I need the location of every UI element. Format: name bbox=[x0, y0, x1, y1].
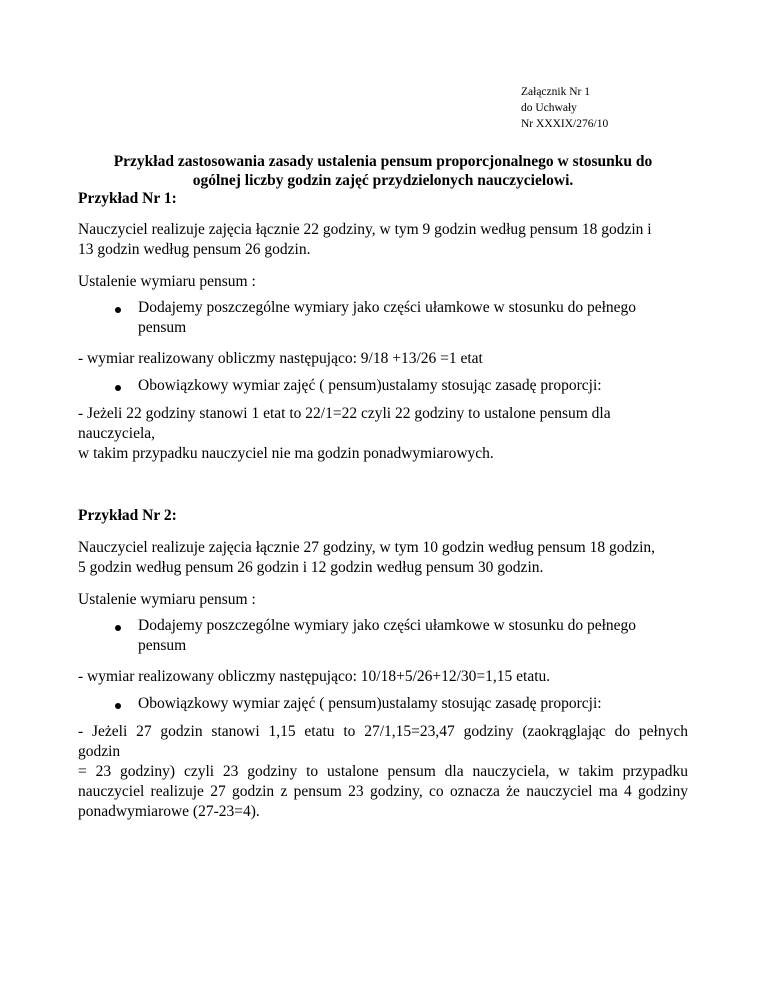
title-line: Przykład zastosowania zasady ustalenia pensum proporcjonalnego w stosunku do bbox=[113, 153, 653, 170]
bullet-line: pensum bbox=[138, 637, 187, 654]
paragraph-line: 5 godzin według pensum 26 godzin i 12 godzin według pensum 30 godzin. bbox=[78, 559, 544, 576]
bullet-icon bbox=[115, 378, 125, 391]
example2-result bbox=[78, 722, 688, 822]
bullet-line: Dodajemy poszczególne wymiary jako części ułamkowe w stosunku do pełnego bbox=[138, 299, 637, 316]
paragraph-line: ponadwymiarowe (27-23=4). bbox=[78, 803, 260, 820]
document-title bbox=[78, 152, 688, 190]
example1-calc: - wymiar realizowany obliczmy następująco: 9/18 +13/26 =1 etat bbox=[78, 350, 483, 367]
attachment-line: do Uchwały bbox=[521, 102, 577, 114]
bullet-icon bbox=[115, 696, 125, 709]
example1-result bbox=[78, 404, 688, 464]
example1-bullet1 bbox=[138, 298, 678, 338]
example2-setup: Ustalenie wymiaru pensum : bbox=[78, 591, 256, 608]
example2-bullet1 bbox=[138, 616, 678, 656]
paragraph-line: godzin bbox=[78, 743, 121, 760]
example2-heading: Przykład Nr 2: bbox=[78, 507, 177, 524]
example1-intro bbox=[78, 220, 688, 260]
bullet-line: pensum bbox=[138, 319, 187, 336]
example2-bullet2: Obowiązkowy wymiar zajęć ( pensum)ustalamy stosując zasadę proporcji: bbox=[138, 695, 602, 712]
bullet-icon bbox=[115, 618, 125, 631]
title-line: ogólnej liczby godzin zajęć przydzielonych nauczycielowi. bbox=[192, 172, 574, 189]
example1-heading: Przykład Nr 1: bbox=[78, 190, 177, 207]
attachment-reference bbox=[521, 84, 608, 132]
attachment-line: Nr XXXIX/276/10 bbox=[521, 118, 609, 130]
paragraph-line: 13 godzin według pensum 26 godzin. bbox=[78, 241, 311, 258]
example2-intro bbox=[78, 538, 688, 578]
paragraph-line: w takim przypadku nauczyciel nie ma godzin ponadwymiarowych. bbox=[78, 445, 494, 462]
paragraph-line: Nauczyciel realizuje zajęcia łącznie 22 godziny, w tym 9 godzin według pensum 18 godzin i bbox=[78, 221, 652, 238]
paragraph-line: - Jeżeli 22 godziny stanowi 1 etat to 22/1=22 czyli 22 godziny to ustalone pensum dla bbox=[78, 405, 611, 422]
example2-calc: - wymiar realizowany obliczmy następująco: 10/18+5/26+12/30=1,15 etatu. bbox=[78, 668, 551, 685]
paragraph-line: nauczyciel realizuje 27 godzin z pensum 23 godziny, co oznacza że nauczyciel ma 4 godziny bbox=[78, 783, 688, 800]
bullet-icon bbox=[115, 300, 125, 313]
paragraph-line: - Jeżeli 27 godzin stanowi 1,15 etatu to 27/1,15=23,47 godziny (zaokrąglając do pełnych bbox=[78, 723, 688, 740]
attachment-line: Załącznik Nr 1 bbox=[521, 86, 590, 98]
bullet-line: Dodajemy poszczególne wymiary jako części ułamkowe w stosunku do pełnego bbox=[138, 617, 637, 634]
paragraph-line: nauczyciela, bbox=[78, 425, 156, 442]
paragraph-line: = 23 godziny) czyli 23 godziny to ustalone pensum dla nauczyciela, w takim przypadku bbox=[78, 763, 688, 780]
example1-bullet2: Obowiązkowy wymiar zajęć ( pensum)ustalamy stosując zasadę proporcji: bbox=[138, 377, 602, 394]
paragraph-line: Nauczyciel realizuje zajęcia łącznie 27 godziny, w tym 10 godzin według pensum 18 godzin, bbox=[78, 539, 656, 556]
example1-setup: Ustalenie wymiaru pensum : bbox=[78, 273, 256, 290]
